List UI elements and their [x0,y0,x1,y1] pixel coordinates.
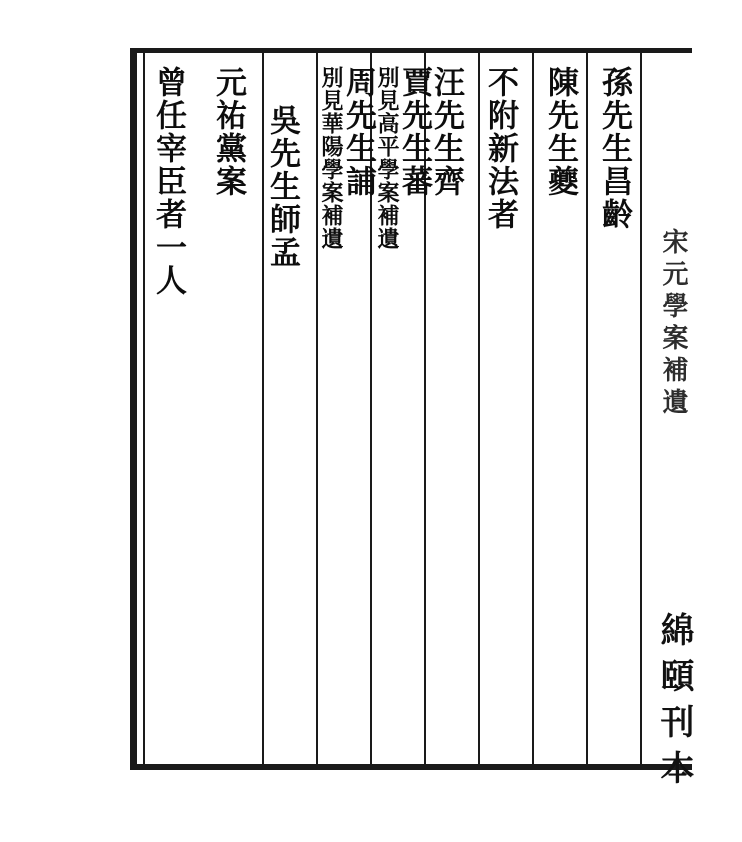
text-column-3 [482,66,518,231]
text-column-4 [428,66,464,198]
column-main-text: 不附新法者 [482,66,518,231]
column-rule [640,53,642,764]
column-main-text: 曾任宰臣者一人 [150,66,186,297]
text-column-6 [318,66,376,250]
text-column-7 [264,104,300,269]
text-column-1 [596,66,632,231]
column-annotation-text: 別見華陽學案補遺 [318,66,344,250]
column-rule [478,53,480,764]
text-column-5 [374,66,432,250]
text-column-9 [150,66,186,297]
column-main-text: 元祐黨案 [210,66,246,198]
text-column-2 [542,66,578,198]
column-main-text: 陳先生夔 [542,66,578,198]
column-rule [532,53,534,764]
spine-edition-label: 綿頤刊本 [654,612,694,796]
text-column-8 [210,66,246,198]
column-main-text: 汪先生齊 [428,66,464,198]
column-main-text: 吳先生師孟 [264,104,300,269]
column-rule [586,53,588,764]
column-main-text: 周先生誧 [340,66,376,198]
spine-title: 宋元學案補遺 [658,228,688,420]
column-main-text: 孫先生昌齡 [596,66,632,231]
column-annotation-text: 別見高平學案補遺 [374,66,400,250]
column-main-text: 賈先生蕃 [396,66,432,198]
